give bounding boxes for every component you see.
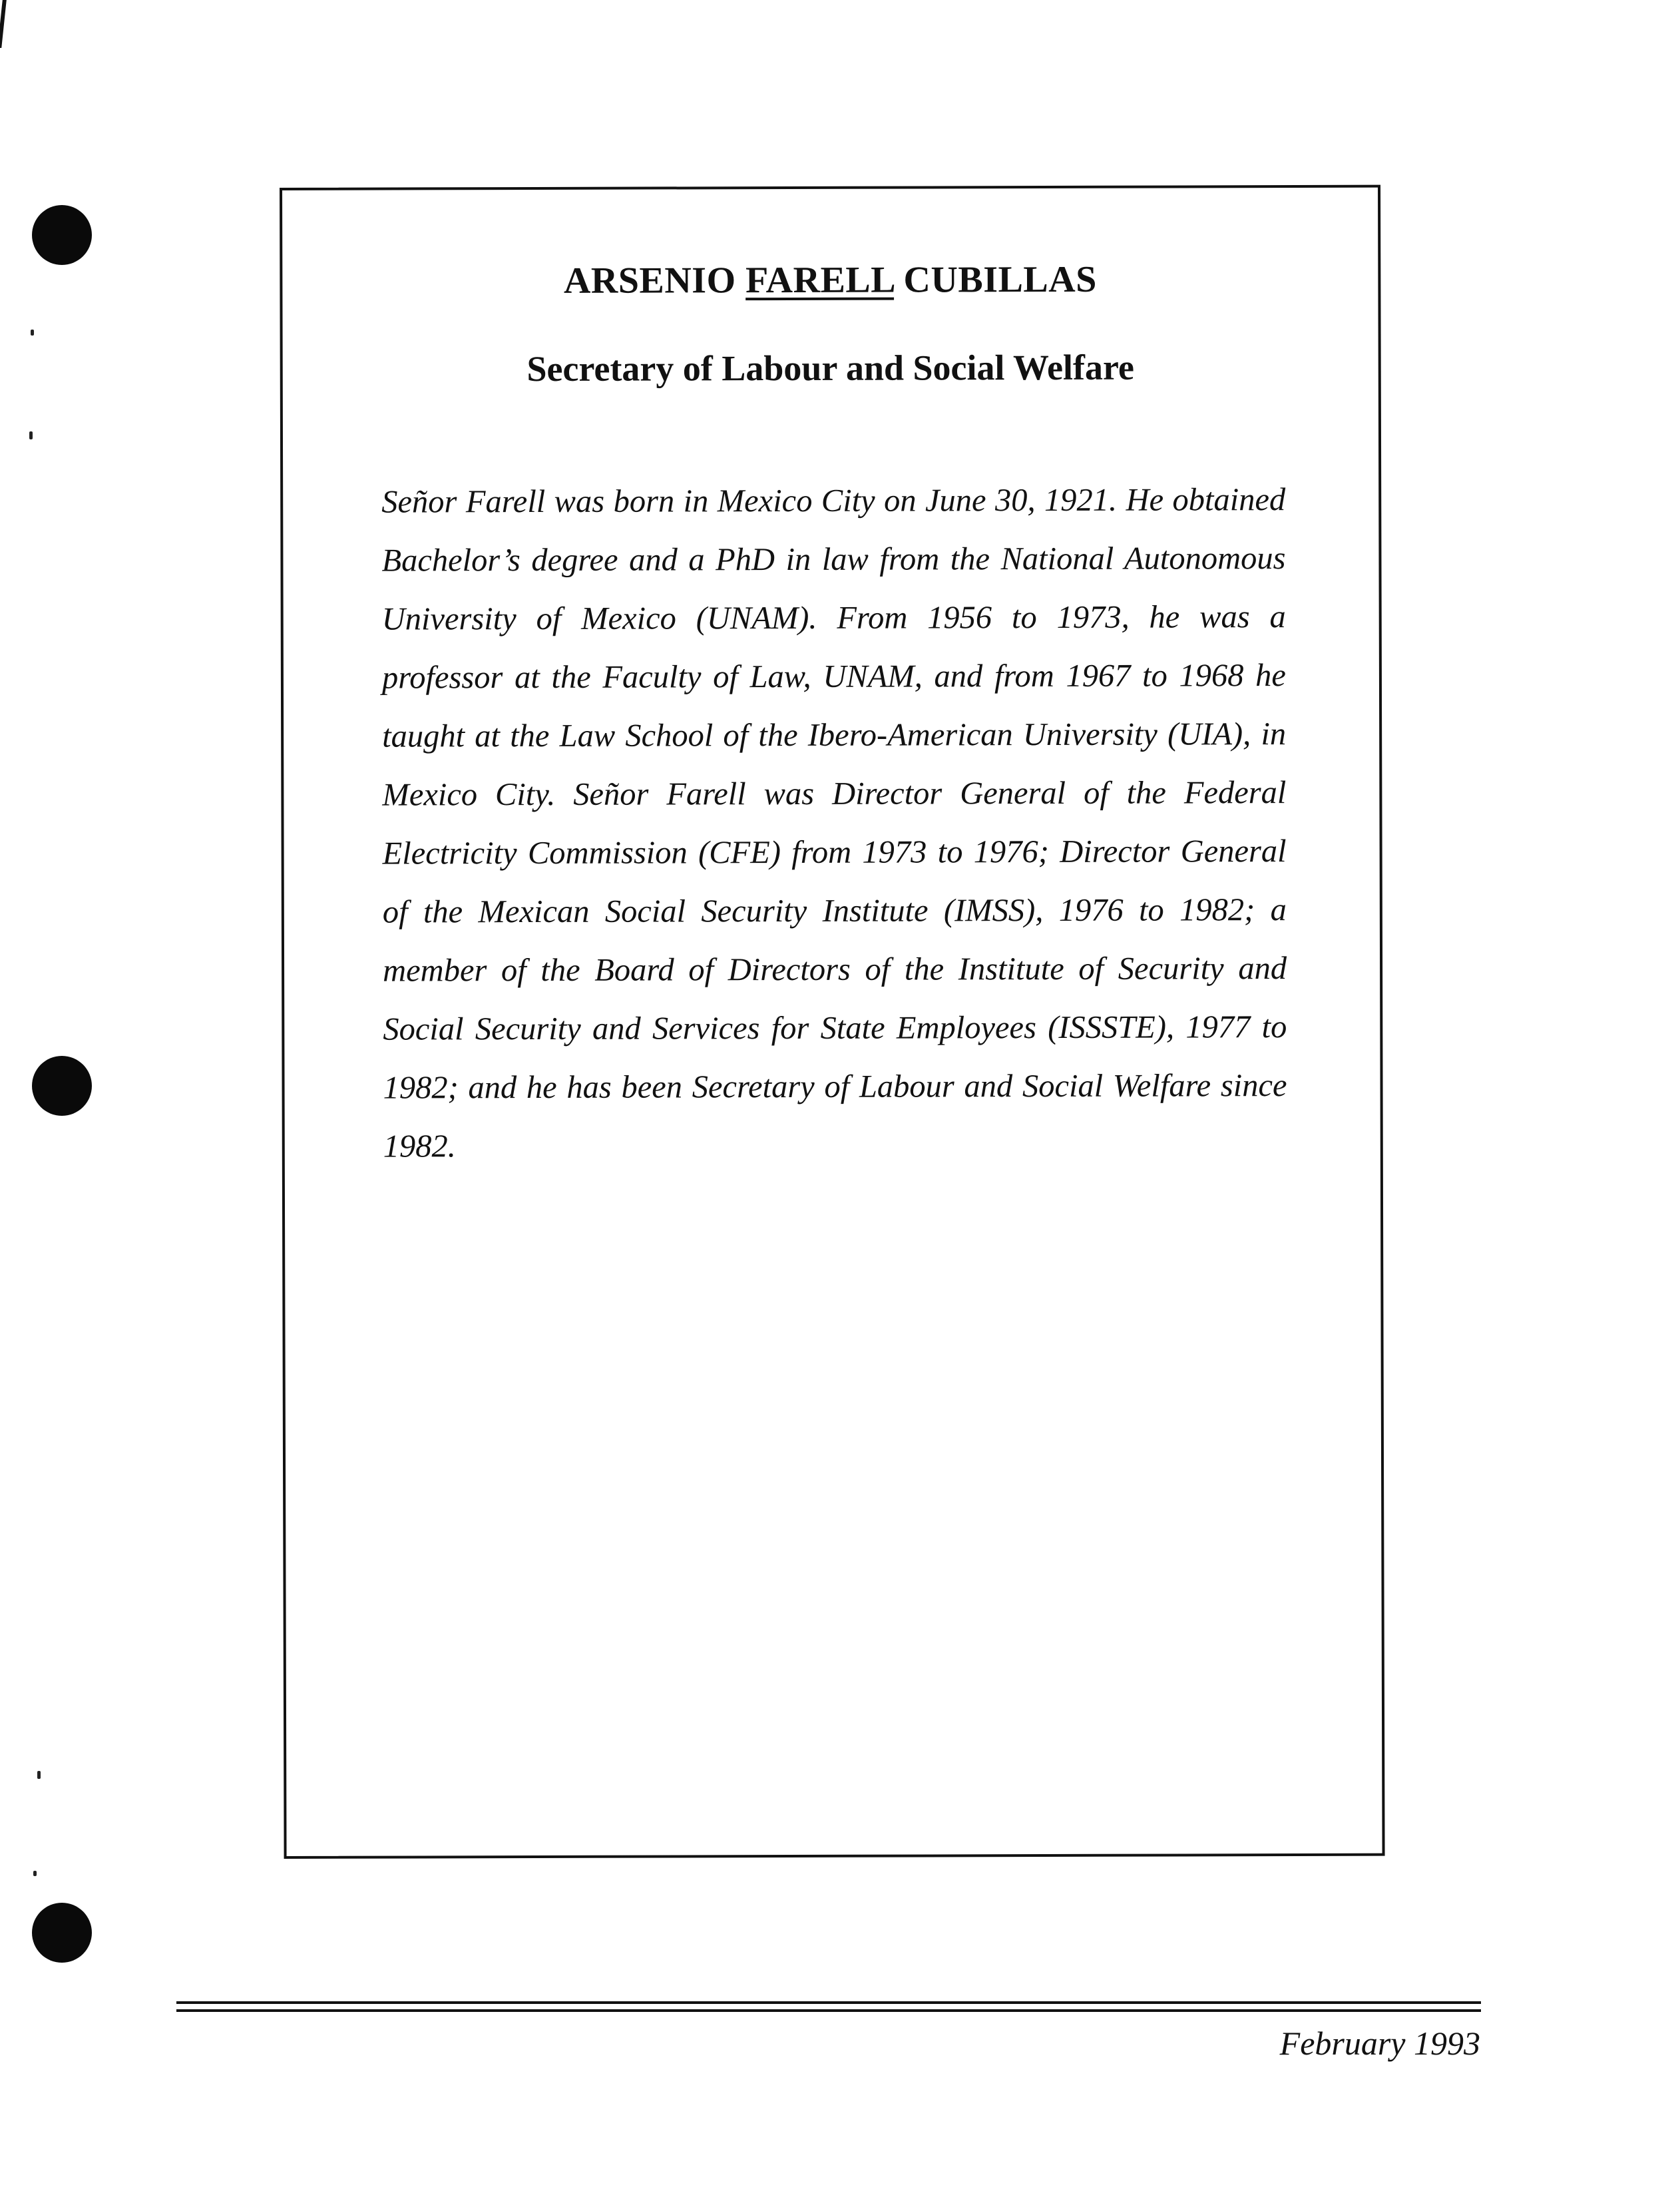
punch-hole-middle (32, 1056, 92, 1116)
scan-edge-mark (0, 0, 7, 48)
biography-paragraph: Señor Farell was born in Mexico City on June 30, 1921. He obtained Bachelor’s degree and a PhD in law from the National Autonomous University of Mexico (UNAM). From 1956 to 1973, he was a professor at the Faculty of Law, UNAM, and from 1967 to 1968 he taught at the Law School of the Ibero-American University (UIA), in Mexico City. Señor Farell was Director General of the Federal Electricity Commission (CFE) from 1973 to 1976; Director General of the Mexican Social Security Institute (IMSS), 1976 to 1982; a member of the Board of Directors of the Institute of Security and Social Security and Services for State Employees (ISSSTE), 1977 to 1982; and he has been Secretary of Labour and Social Welfare since 1982. (381, 482, 1287, 1164)
surname: FARELL (745, 259, 895, 302)
scan-speck (29, 431, 33, 439)
footer-rule-top (176, 2001, 1481, 2004)
person-name-heading (282, 258, 1378, 303)
position-title: Secretary of Labour and Social Welfare (526, 347, 1135, 389)
footer-rule-bottom (176, 2009, 1481, 2012)
given-name: ARSENIO (563, 260, 736, 302)
scan-speck (31, 330, 34, 336)
punch-hole-bottom (32, 1903, 92, 1963)
family-name: CUBILLAS (903, 258, 1097, 301)
footer-date: February 1993 (1279, 2025, 1480, 2062)
biography-box (280, 185, 1385, 1859)
scan-speck (33, 1871, 37, 1876)
punch-hole-top (32, 205, 92, 265)
scan-speck (37, 1771, 41, 1779)
